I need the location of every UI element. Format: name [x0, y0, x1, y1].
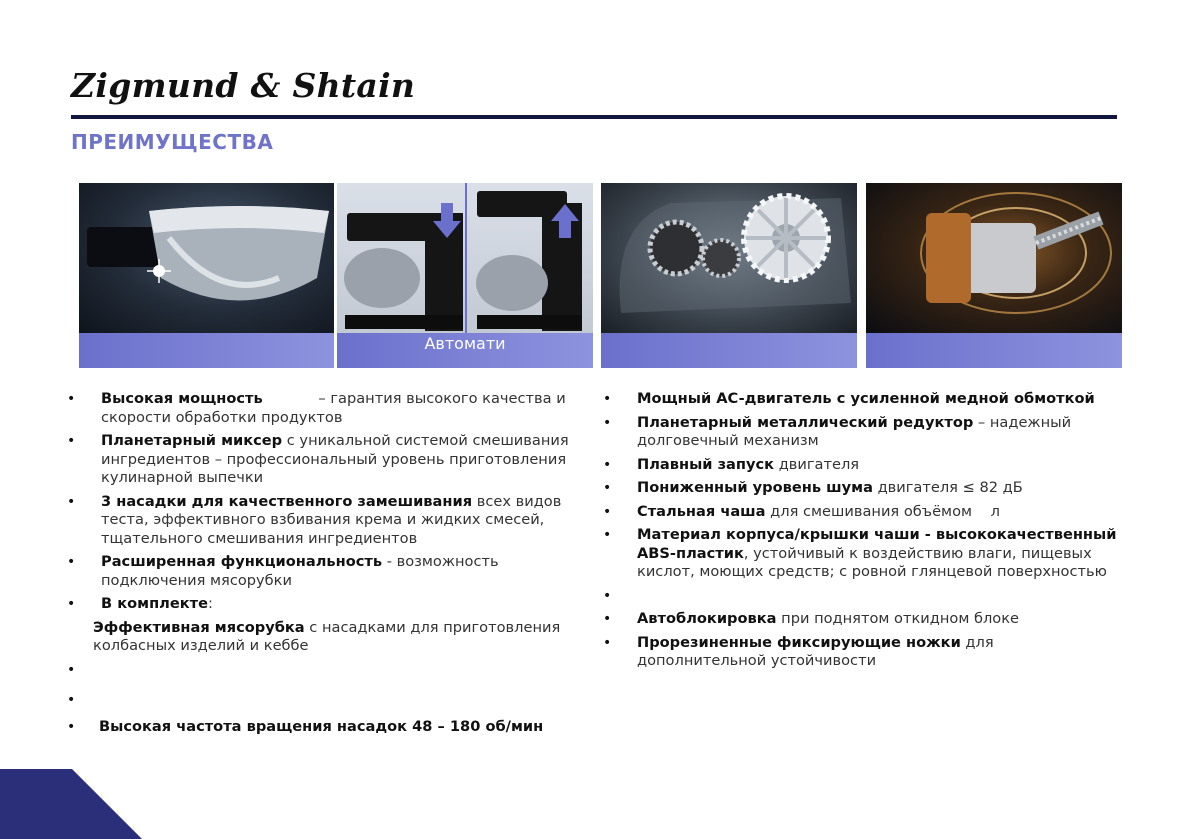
item-bold: В комплекте: [101, 595, 208, 612]
bullet-icon: •: [67, 661, 76, 678]
bullet-icon: •: [67, 596, 76, 612]
item-text: для дополнительной устойчивости: [637, 633, 994, 669]
item-text: – гарантия высокого качества и скорости обработки продуктов: [101, 390, 571, 426]
item-bold: Плавный запуск: [637, 455, 775, 473]
item-bold: Мощный AC-двигатель с усиленной медной обмоткой: [637, 390, 1095, 407]
item-text: - возможность подключения мясорубки: [101, 553, 499, 589]
bullet-icon: •: [67, 391, 76, 407]
item-bold: Прорезиненные фиксирующие ножки: [637, 633, 961, 651]
item-bold: Высокая мощность: [101, 390, 263, 407]
bullet-icon: •: [603, 414, 612, 431]
item-bold: Высокая частота вращения насадок 48 – 180 об/мин: [99, 717, 544, 735]
item-text: при поднятом откидном блоке: [776, 610, 1020, 627]
bullet-icon: •: [603, 611, 612, 627]
item-text: :: [208, 595, 213, 612]
item-bold: 3 насадки для качественного замешивания: [101, 492, 473, 510]
item-bold: Автоблокировка: [637, 610, 777, 627]
bullet-icon: •: [67, 554, 76, 570]
bullet-icon: •: [603, 391, 612, 407]
item-text: , устойчивый к воздействию влаги, пищевых кислот, моющих средств; с ровной глянцевой поверхностью: [637, 544, 1107, 580]
item-bold: Стальная чаша: [637, 502, 766, 520]
section-title: ПРЕИМУЩЕСТВА: [71, 130, 274, 154]
item-text: двигателя: [774, 455, 860, 473]
item-text: двигателя ≤ 82 дБ: [872, 479, 1023, 496]
bullet-icon: •: [603, 634, 612, 651]
item-text: с уникальной системой смешивания ингредиентов – профессиональный уровень приготовления кулинарной выпечки: [101, 432, 569, 486]
item-bold: Планетарный металлический редуктор: [637, 413, 974, 431]
item-bold: Расширенная функциональность: [101, 553, 383, 570]
item-text: – надежный долговечный механизм: [637, 413, 1072, 449]
panel-caption: Автомати: [337, 333, 593, 368]
bullet-icon: •: [603, 587, 612, 604]
bullet-icon: •: [67, 718, 76, 735]
item-bold: Материал корпуса/крышки чаши - высококачественный ABS-пластик: [637, 526, 1117, 562]
item-text: с насадками для приготовления колбасных изделий и кеббе: [93, 618, 561, 654]
item-bold: Планетарный миксер: [101, 432, 283, 449]
brand-logo: Zigmund & Shtain: [71, 66, 416, 105]
bullet-icon: •: [67, 433, 76, 449]
bullet-icon: •: [603, 527, 612, 543]
bullet-icon: •: [67, 692, 76, 708]
item-bold: Эффективная мясорубка: [93, 618, 305, 636]
bullet-icon: •: [603, 503, 612, 520]
bullet-icon: •: [603, 480, 612, 496]
bullet-icon: •: [603, 456, 612, 473]
bullet-icon: •: [67, 493, 76, 510]
item-text: для смешивания объёмом л: [765, 502, 1000, 520]
item-text: всех видов теста, эффективного взбивания крема и жидких смесей, тщательного смешивания ингредиентов: [101, 492, 562, 547]
item-bold: Пониженный уровень шума: [637, 479, 873, 496]
